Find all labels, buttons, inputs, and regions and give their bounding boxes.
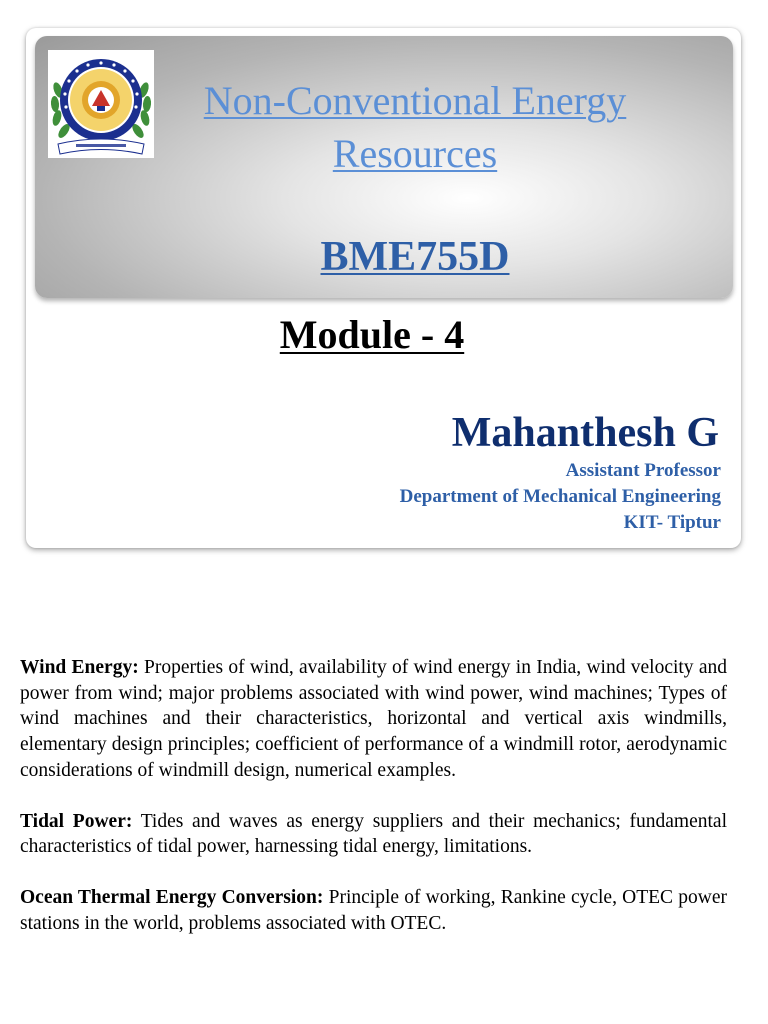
syllabus-text: Properties of wind, availability of wind energy in India, wind velocity and power from wind; major problems associated with wind power, wind machines; Types of wind machines and their characteristics, horizontal and vertical axis windmills, elementary design principles; coefficient of performance of a windmill rotor, aerodynamic considerations of windmill design, numerical examples.	[20, 657, 727, 781]
course-code: BME755D	[320, 234, 510, 280]
presenter-designation: Assistant Professor	[565, 460, 721, 481]
presenter-block	[400, 408, 721, 536]
course-title	[155, 74, 675, 180]
institute-logo	[48, 50, 154, 158]
syllabus-text: Tides and waves as energy suppliers and their mechanics; fundamental characteristics of tidal power, harnessing tidal energy, limitations.	[20, 810, 727, 858]
presenter-department: Department of Mechanical Engineering	[399, 486, 721, 507]
course-title-line: Resources	[332, 131, 498, 176]
module-heading: Module - 4	[279, 312, 465, 357]
presenter-name: Mahanthesh G	[451, 410, 719, 456]
course-title-line: Non-Conventional Energy	[203, 78, 627, 123]
institute-seal-icon	[48, 50, 154, 158]
syllabus-paragraph	[20, 809, 727, 860]
syllabus-content	[20, 655, 727, 961]
syllabus-topic: Tidal Power:	[20, 810, 133, 832]
syllabus-paragraph	[20, 655, 727, 784]
title-banner	[35, 36, 733, 298]
presenter-institution: KIT- Tiptur	[623, 512, 721, 533]
syllabus-topic: Wind Energy:	[20, 657, 139, 678]
title-slide	[26, 28, 741, 548]
syllabus-text: Principle of working, Rankine cycle, OTEC power stations in the world, problems associated with OTEC.	[20, 886, 728, 934]
syllabus-topic: Ocean Thermal Energy Conversion:	[20, 886, 324, 908]
syllabus-paragraph	[20, 885, 727, 936]
